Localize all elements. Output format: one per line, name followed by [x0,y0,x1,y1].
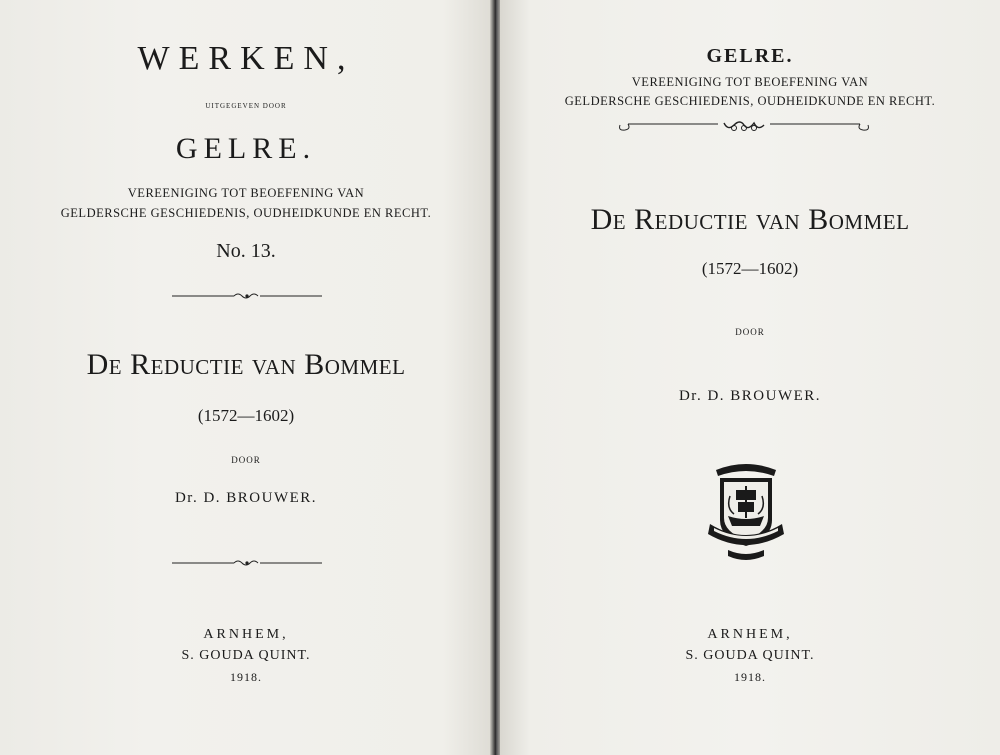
publisher-name: S. GOUDA QUINT. [685,648,815,663]
publisher-emblem-ship-icon [706,462,786,567]
society-name: GELRE. [706,45,794,67]
right-page [500,0,1000,755]
publisher-name: S. GOUDA QUINT. [181,648,311,663]
publication-place: ARNHEM, [707,627,793,642]
left-page [0,0,492,755]
by-label: DOOR [735,327,765,337]
ornamental-rule [618,119,870,135]
society-description-line2: GELDERSCHE GESCHIEDENIS, OUDHEIDKUNDE EN RECHT. [60,206,432,220]
society-description-line1: VEREENIGING TOT BEOEFENING VAN [127,186,365,200]
publication-year: 1918. [734,670,766,684]
series-title: WERKEN, [137,40,355,77]
book-years: (1572—1602) [701,259,799,278]
society-description-line1: VEREENIGING TOT BEOEFENING VAN [631,75,869,89]
society-description-line2: GELDERSCHE GESCHIEDENIS, OUDHEIDKUNDE EN RECHT. [564,94,936,108]
by-label: DOOR [231,455,261,465]
book-title: De Reductie van Bommel [590,203,910,236]
publication-year: 1918. [230,670,262,684]
society-name: GELRE. [175,132,317,165]
published-by-label: UITGEGEVEN DOOR [205,102,287,110]
author-name: Dr. D. BROUWER. [174,490,318,506]
ornamental-rule [172,558,322,568]
ornamental-rule [172,291,322,301]
publication-place: ARNHEM, [203,627,289,642]
author-name: Dr. D. BROUWER. [678,388,822,404]
book-years: (1572—1602) [197,406,295,425]
book-title: De Reductie van Bommel [86,348,406,381]
volume-number: No. 13. [216,240,276,262]
